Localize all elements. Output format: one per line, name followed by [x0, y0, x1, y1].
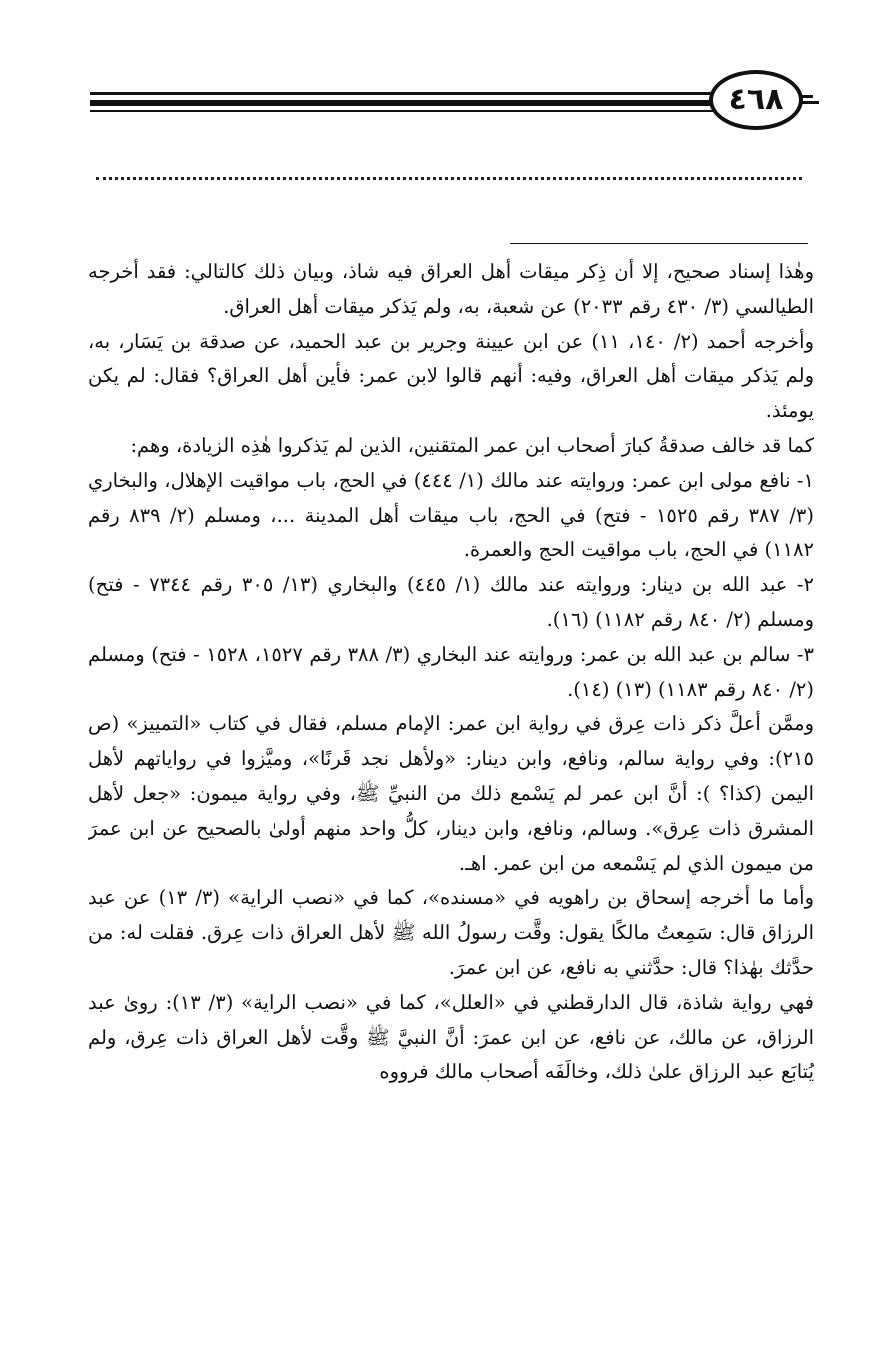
header-rule-thick [90, 100, 716, 106]
page-number: ٤٦٨ [709, 70, 803, 130]
paragraph: ٢- عبد الله بن دينار: وروايته عند مالك (١/ ٤٤٥) والبخاري (١٣/ ٣٠٥ رقم ٧٣٤٤ - فتح) ومسلم (٢/ ٨٤٠ رقم ١١٨٢) (١٦). [88, 573, 814, 631]
header-rule-bottom [90, 110, 716, 112]
paragraph: وأما ما أخرجه إسحاق بن راهويه في «مسنده»، كما في «نصب الراية» (٣/ ١٣) عن عبد الرزاق قال: سَمِعتُ مالكًا يقول: وقَّت رسولُ الله ﷺ لأهل العراق ذات عِرق. فقلت له: من حدَّثك بهٰذا؟ قال: حدَّثني به نافع، عن ابن عمرَ. [88, 886, 814, 979]
paragraph: وأخرجه أحمد (٢/ ١٤٠، ١١) عن ابن عيينة وجرير بن عبد الحميد، عن صدقة بن يَسَار، به، ولم يَذكر ميقات أهل العراق، وفيه: أنهم قالوا لابن عمر: فأين أهل العراق؟ فقال: لم يكن يومئذ. [88, 329, 814, 423]
footnote-text [88, 255, 814, 1335]
paragraph: كما قد خالف صدقةُ كبارَ أصحاب ابن عمر المتقنين، الذين لم يَذكروا هٰذِه الزيادة، وهم: [130, 433, 814, 457]
paragraph: وممَّن أعلَّ ذكر ذات عِرق في رواية ابن عمر: الإمام مسلم، فقال في كتاب «التمييز» (ص ٢١٥): وفي رواية سالم، ونافع، وابن دينار: «ولأهل نجد قَرنًا»، وميَّزوا في رواياتهم لأهل اليمن (كذا؟ ): أنَّ ابن عمر لم يَسْمع ذلك من النبيِّ ﷺ، وفي رواية ميمون: «جعل لأهل المشرق ذات عِرق». وسالم، ونافع، وابن دينار، كلُّ واحد منهم أولىٰ بالصحيح عن ابن عمرَ من ميمون الذي لم يَسْمعه من ابن عمر. اهـ. [88, 712, 814, 875]
paragraph: وهٰذا إسناد صحيح، إلا أن ذِكر ميقات أهل العراق فيه شاذ، وبيان ذلك كالتالي: فقد أخرجه الطيالسي (٣/ ٤٣٠ رقم ٢٠٣٣) عن شعبة، به، ولم يَذكر ميقات أهل العراق. [88, 260, 814, 318]
paragraph: ١- نافع مولى ابن عمر: وروايته عند مالك (١/ ٤٤٤) في الحج، باب مواقيت الإهلال، والبخاري (٣/ ٣٨٧ رقم ١٥٢٥ - فتح) في الحج، باب ميقات أهل المدينة ...، ومسلم (٢/ ٨٣٩ رقم ١١٨٢) في الحج، باب مواقيت الحج والعمرة. [88, 468, 814, 562]
page-header [0, 0, 873, 150]
paragraph: فهي رواية شاذة، قال الدارقطني في «العلل»، كما في «نصب الراية» (٣/ ١٣): روىٰ عبد الرزاق، عن مالك، عن نافع، عن ابن عمرَ: أنَّ النبيَّ ﷺ وقَّت لأهل العراق ذات عِرق، ولم يُتابَع عبد الرزاق علىٰ ذلك، وخالَفَه أصحاب مالك فرووه [88, 990, 814, 1084]
footnote-separator [510, 243, 808, 244]
header-rule-top [90, 92, 716, 95]
paragraph: ٣- سالم بن عبد الله بن عمر: وروايته عند البخاري (٣/ ٣٨٨ رقم ١٥٢٧، ١٥٢٨ - فتح) ومسلم (٢/ ٨٤٠ رقم ١١٨٣) (١٣) (١٤). [88, 642, 814, 701]
dotted-separator [96, 177, 802, 180]
